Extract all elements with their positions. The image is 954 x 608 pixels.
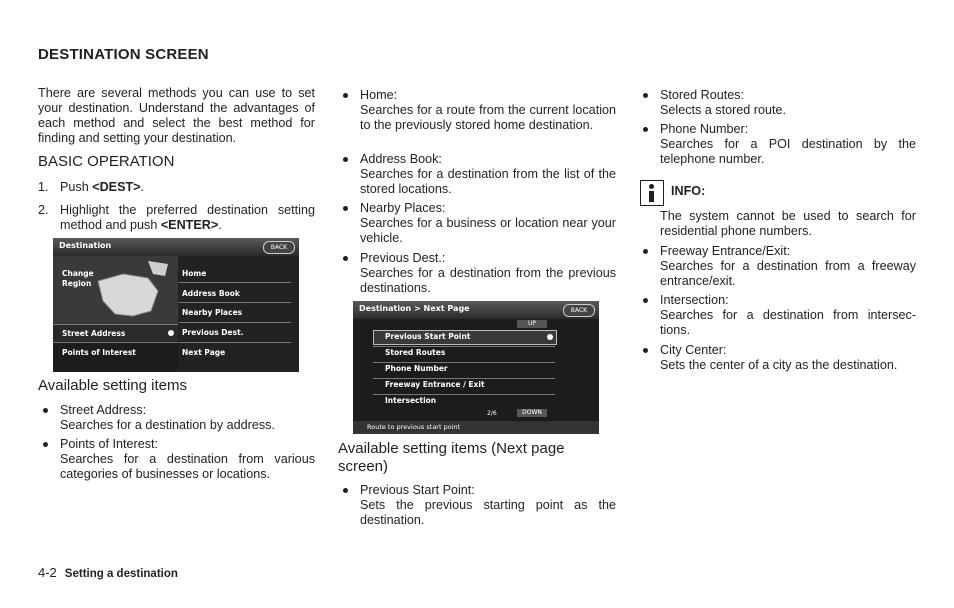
bullet-label: Phone Number: (660, 122, 749, 136)
bullet-label: Points of Interest: (60, 437, 159, 451)
selected-indicator (547, 334, 553, 340)
status-text: Route to previous start point (367, 423, 461, 431)
bullet-desc: Sets the previous starting point as the destination. (360, 498, 616, 527)
street-address-bullet (38, 403, 315, 433)
change-region-item: Change Region (62, 269, 94, 288)
step-end: . (140, 180, 145, 194)
nearby-places-item: Nearby Places (182, 308, 243, 317)
selected-indicator (168, 330, 174, 336)
bullet-desc: Searches for a destination by address. (60, 418, 275, 432)
nearby-places-bullet (338, 201, 616, 246)
back-button: BACK (263, 241, 295, 254)
bullet-desc: Searches for a destination from intersec-tions. (660, 308, 916, 337)
home-item: Home (182, 269, 207, 278)
bullet-dot (643, 298, 648, 303)
bullet-desc: Searches for a POI destination by the telephone number. (660, 137, 916, 166)
home-bullet (338, 88, 616, 133)
up-button: UP (517, 320, 547, 328)
step-text: Highlight the preferred destination setting method and push (60, 203, 315, 232)
intro-paragraph: There are several methods you can use to set your destination. Understand the advantages of each method and select the best method for finding and setting your destination. (38, 86, 315, 145)
step-2 (38, 203, 315, 233)
back-button: BACK (563, 304, 595, 317)
bullet-desc: Searches for a destination from the previous destinations. (360, 266, 616, 295)
info-icon (640, 180, 664, 206)
bullet-label: Home: (360, 88, 398, 102)
bullet-label: Previous Start Point: (360, 483, 475, 497)
available-items-heading: Available setting items (38, 377, 187, 394)
dest-key: <DEST> (92, 180, 141, 194)
previous-start-point-item: Previous Start Point (385, 332, 471, 341)
bullet-dot (643, 249, 648, 254)
bullet-label: Address Book: (360, 152, 442, 166)
page-footer (38, 565, 178, 580)
next-page-screen-image (353, 301, 599, 434)
previous-dest-bullet (338, 251, 616, 296)
freeway-bullet (638, 244, 916, 289)
freeway-entrance-item: Freeway Entrance / Exit (385, 380, 485, 389)
phone-number-bullet (638, 122, 916, 167)
screen-title: Destination (59, 241, 112, 250)
step-end: . (218, 218, 222, 232)
bullet-label: Freeway Entrance/Exit: (660, 244, 791, 258)
page-title: DESTINATION SCREEN (38, 46, 209, 63)
bullet-desc: Searches for a business or location near your vehicle. (360, 216, 616, 245)
phone-number-item: Phone Number (385, 364, 448, 373)
down-button: DOWN (517, 409, 547, 417)
step-number: 1. (38, 180, 49, 194)
bullet-dot (343, 256, 348, 261)
intersection-item: Intersection (385, 396, 437, 405)
screen-title: Destination > Next Page (359, 304, 470, 313)
previous-start-point-bullet (338, 483, 616, 528)
step-1 (38, 180, 315, 195)
info-label: INFO: (671, 184, 706, 198)
screen-title-bar (353, 301, 599, 319)
bullet-label: Nearby Places: (360, 201, 446, 215)
available-next-heading: Available setting items (Next page screen) (338, 440, 565, 475)
address-book-bullet (338, 152, 616, 197)
basic-operation-heading: BASIC OPERATION (38, 153, 175, 170)
bullet-desc: Searches for a destination from a freeway entrance/exit. (660, 259, 916, 288)
section-name: Setting a destination (64, 568, 178, 580)
bullet-label: Previous Dest.: (360, 251, 446, 265)
bullet-dot (43, 408, 48, 413)
address-book-item: Address Book (182, 289, 240, 298)
bullet-dot (343, 488, 348, 493)
next-page-item: Next Page (182, 348, 226, 357)
bullet-desc: Searches for a destination from the list of the stored locations. (360, 167, 616, 196)
page-number: 4-2 (38, 565, 57, 580)
bullet-dot (643, 127, 648, 132)
bullet-dot (343, 157, 348, 162)
points-of-interest-bullet (38, 437, 315, 482)
column-1 (38, 86, 315, 146)
step-number: 2. (38, 203, 49, 217)
city-center-bullet (638, 343, 916, 373)
info-box (640, 180, 706, 206)
step-text: Push (60, 180, 93, 194)
points-of-interest-item: Points of Interest (62, 348, 136, 357)
bullet-dot (643, 93, 648, 98)
screen-title-bar (53, 238, 299, 256)
page-indicator: 2/6 (487, 410, 497, 417)
stored-routes-bullet (638, 88, 916, 118)
enter-key: <ENTER> (160, 218, 219, 232)
bullet-desc: Sets the center of a city as the destination. (660, 358, 898, 372)
bullet-dot (643, 348, 648, 353)
street-address-row (53, 324, 178, 342)
bullet-label: Street Address: (60, 403, 147, 417)
bullet-dot (43, 442, 48, 447)
destination-screen-image (53, 238, 299, 372)
bullet-label: Intersection: (660, 293, 729, 307)
info-text: The system cannot be used to search for residential phone numbers. (660, 209, 916, 238)
previous-dest-item: Previous Dest. (182, 328, 244, 337)
stored-routes-item: Stored Routes (385, 348, 446, 357)
bullet-dot (343, 93, 348, 98)
bullet-label: Stored Routes: (660, 88, 745, 102)
bullet-label: City Center: (660, 343, 727, 357)
bullet-desc: Searches for a destination from various categories of businesses or locations. (60, 452, 315, 481)
bullet-dot (343, 206, 348, 211)
street-address-item: Street Address (62, 329, 126, 338)
bullet-desc: Selects a stored route. (660, 103, 787, 117)
bullet-desc: Searches for a route from the current location to the previously stored home destination. (360, 103, 616, 132)
status-bar (353, 421, 599, 434)
intersection-bullet (638, 293, 916, 338)
